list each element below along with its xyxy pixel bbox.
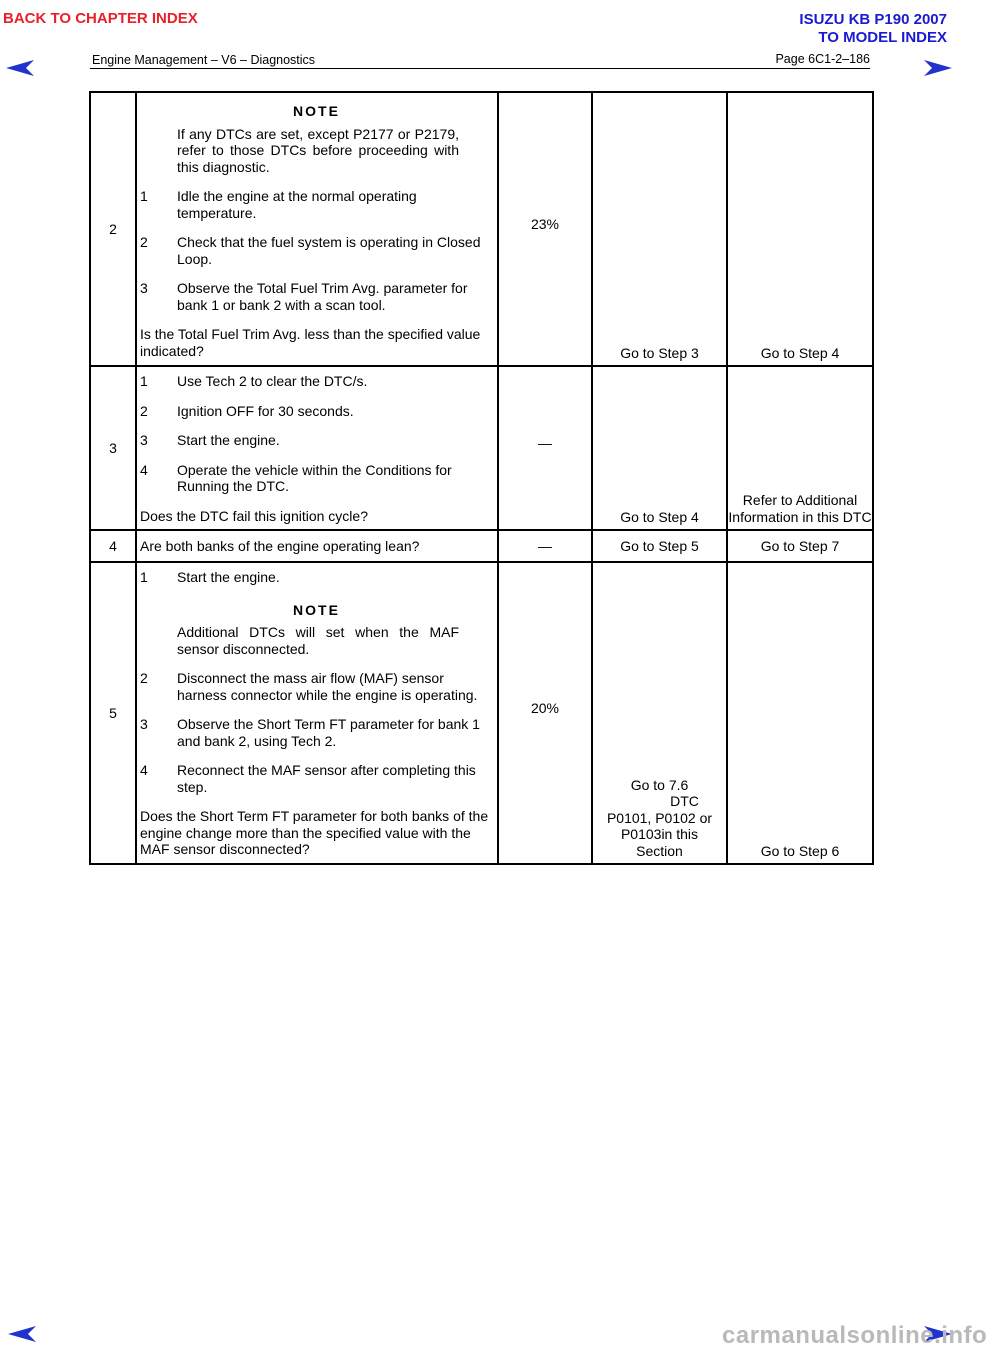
list-item: 1 Start the engine.	[140, 569, 280, 585]
no-action: Refer to Additional Information in this DTC	[727, 366, 873, 530]
step-number: 3	[90, 366, 136, 530]
list-item: 1 Use Tech 2 to clear the DTC/s.	[140, 373, 368, 389]
list-item: 2 Ignition OFF for 30 seconds.	[140, 402, 354, 419]
specified-value: 23%	[498, 92, 592, 366]
note-text: If any DTCs are set, except P2177 or P2179, refer to those DTCs before proceeding with this diagnostic.	[177, 125, 459, 175]
list-item: 3 Observe the Total Fuel Trim Avg. parameter for bank 1 or bank 2 with a scan tool.	[140, 280, 468, 313]
specified-value: —	[498, 530, 592, 562]
specified-value: 20%	[498, 562, 592, 864]
specified-value: —	[498, 366, 592, 530]
section-title: Engine Management – V6 – Diagnostics	[92, 53, 316, 67]
step-number: 5	[90, 562, 136, 864]
step-question: Does the DTC fail this ignition cycle?	[140, 507, 368, 524]
list-item: 1 Idle the engine at the normal operating temperature.	[140, 188, 417, 221]
table-row-step-2	[90, 92, 873, 366]
step-question: Does the Short Term FT parameter for both banks of the engine change more than the specified value with the MAF sensor disconnected?	[140, 808, 489, 857]
model-nav	[799, 11, 947, 47]
next-page-arrow-icon[interactable]	[924, 58, 952, 78]
list-item: 4 Reconnect the MAF sensor after completing this step.	[140, 762, 476, 795]
yes-action: Go to Step 3	[592, 92, 727, 366]
back-to-chapter-index-link[interactable]: BACK TO CHAPTER INDEX	[3, 10, 198, 27]
table-row-step-5	[90, 562, 873, 864]
diagnostic-table	[89, 91, 874, 865]
table-row-step-4	[90, 530, 873, 562]
table-row-step-3	[90, 366, 873, 530]
no-action: Go to Step 4	[727, 92, 873, 366]
step-question: Is the Total Fuel Trim Avg. less than the specified value indicated?	[140, 326, 481, 359]
list-item: 3 Observe the Short Term FT parameter for bank 1 and bank 2, using Tech 2.	[140, 716, 480, 749]
step-question: Are both banks of the engine operating lean?	[136, 530, 498, 562]
yes-action: Go to Step 4	[592, 366, 727, 530]
previous-page-arrow-icon[interactable]	[6, 58, 34, 78]
note-title: NOTE	[293, 601, 340, 618]
watermark-text: carmanualsonline.info	[722, 1322, 987, 1349]
step-number: 2	[90, 92, 136, 366]
no-action: Go to Step 7	[727, 530, 873, 562]
list-item: 2 Disconnect the mass air flow (MAF) sensor harness connector while the engine is operating.	[140, 670, 478, 703]
yes-action: Go to 7.6 DTC P0101, P0102 or P0103in this Section	[592, 562, 727, 864]
step-action	[136, 562, 498, 864]
no-action: Go to Step 6	[727, 562, 873, 864]
page-number: Page 6C1-2–186	[775, 52, 870, 66]
list-item: 3 Start the engine.	[140, 432, 280, 448]
previous-page-arrow-icon[interactable]	[8, 1324, 36, 1344]
list-item: 4 Operate the vehicle within the Conditions for Running the DTC.	[140, 461, 452, 494]
step-action	[136, 92, 498, 366]
step-number: 4	[90, 530, 136, 562]
model-title: ISUZU KB P190 2007	[799, 11, 947, 28]
yes-action: Go to Step 5	[592, 530, 727, 562]
list-item: 2 Check that the fuel system is operating in Closed Loop.	[140, 234, 481, 267]
step-action	[136, 366, 498, 530]
note-text: Additional DTCs will set when the MAF sensor disconnected.	[177, 624, 459, 657]
to-model-index-link[interactable]: TO MODEL INDEX	[818, 29, 947, 46]
header-rule	[90, 68, 870, 69]
note-title: NOTE	[293, 103, 340, 119]
